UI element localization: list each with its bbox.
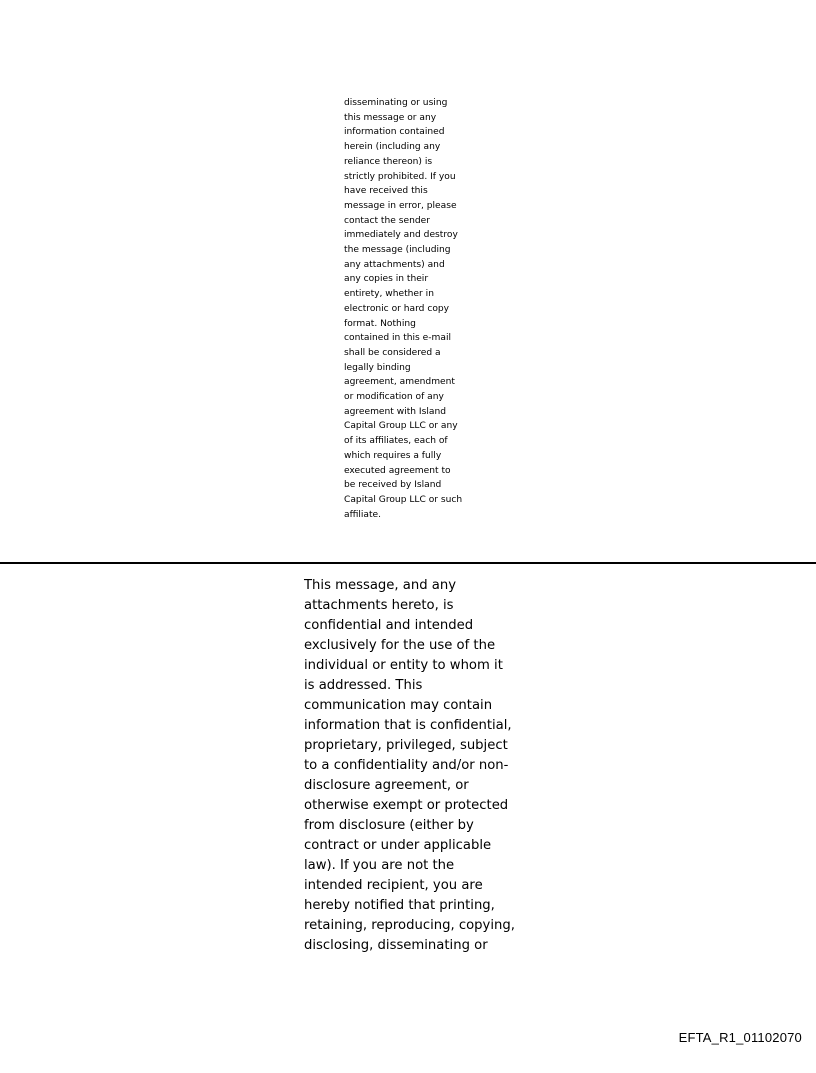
text-line: individual or entity to whom it — [304, 658, 503, 673]
text-line: attachments hereto, is — [304, 598, 454, 613]
text-line: from disclosure (either by — [304, 818, 474, 833]
text-line: of its affiliates, each of — [344, 436, 448, 447]
text-line: disseminating or using — [344, 98, 448, 108]
text-line: have received this — [344, 186, 428, 197]
bottom-disclaimer-text — [304, 576, 534, 956]
text-line: immediately and destroy — [344, 230, 458, 241]
text-line: legally binding — [344, 362, 411, 373]
text-line: affiliate. — [344, 509, 382, 520]
text-line: Capital Group LLC or such — [344, 494, 463, 505]
text-line: contract or under applicable — [304, 838, 492, 853]
text-line: intended recipient, you are — [304, 878, 483, 893]
text-line: hereby notified that printing, — [304, 898, 495, 913]
text-line: strictly prohibited. If you — [344, 171, 456, 182]
text-line: format. Nothing — [344, 318, 416, 329]
text-line: agreement with Island — [344, 406, 446, 417]
text-line: or modification of any — [344, 392, 444, 403]
text-line: be received by Island — [344, 480, 442, 491]
text-line: information that is confidential, — [304, 718, 512, 733]
text-line: retaining, reproducing, copying, — [304, 918, 515, 933]
text-line: reliance thereon) is — [344, 156, 433, 167]
text-line: communication may contain — [304, 698, 493, 713]
text-line: disclosing, disseminating or — [304, 938, 488, 953]
text-line: contained in this e-mail — [344, 333, 452, 344]
text-line: entirety, whether in — [344, 289, 434, 300]
text-line: shall be considered a — [344, 347, 441, 358]
text-line: the message (including — [344, 245, 451, 256]
text-line: This message, and any — [304, 578, 457, 593]
text-line: message in error, please — [344, 200, 457, 211]
text-line: disclosure agreement, or — [304, 778, 469, 793]
top-disclaimer-text — [344, 96, 484, 522]
horizontal-divider — [0, 562, 816, 564]
text-line: law). If you are not the — [304, 858, 455, 873]
text-line: to a confidentiality and/or non- — [304, 758, 509, 773]
text-line: contact the sender — [344, 215, 430, 226]
text-line: herein (including any — [344, 142, 441, 153]
text-line: electronic or hard copy — [344, 303, 450, 314]
text-line: is addressed. This — [304, 678, 423, 693]
text-line: this message or any — [344, 112, 437, 123]
text-line: any attachments) and — [344, 259, 445, 270]
text-line: any copies in their — [344, 274, 429, 285]
document-id: EFTA_R1_01102070 — [678, 1030, 802, 1045]
text-line: otherwise exempt or protected — [304, 798, 509, 813]
text-line: exclusively for the use of the — [304, 638, 496, 653]
text-line: confidential and intended — [304, 618, 474, 633]
text-line: information contained — [344, 127, 445, 138]
text-line: which requires a fully — [344, 450, 442, 461]
text-line: agreement, amendment — [344, 377, 455, 388]
text-line: Capital Group LLC or any — [344, 421, 458, 432]
text-line: proprietary, privileged, subject — [304, 738, 508, 753]
text-line: executed agreement to — [344, 465, 451, 476]
